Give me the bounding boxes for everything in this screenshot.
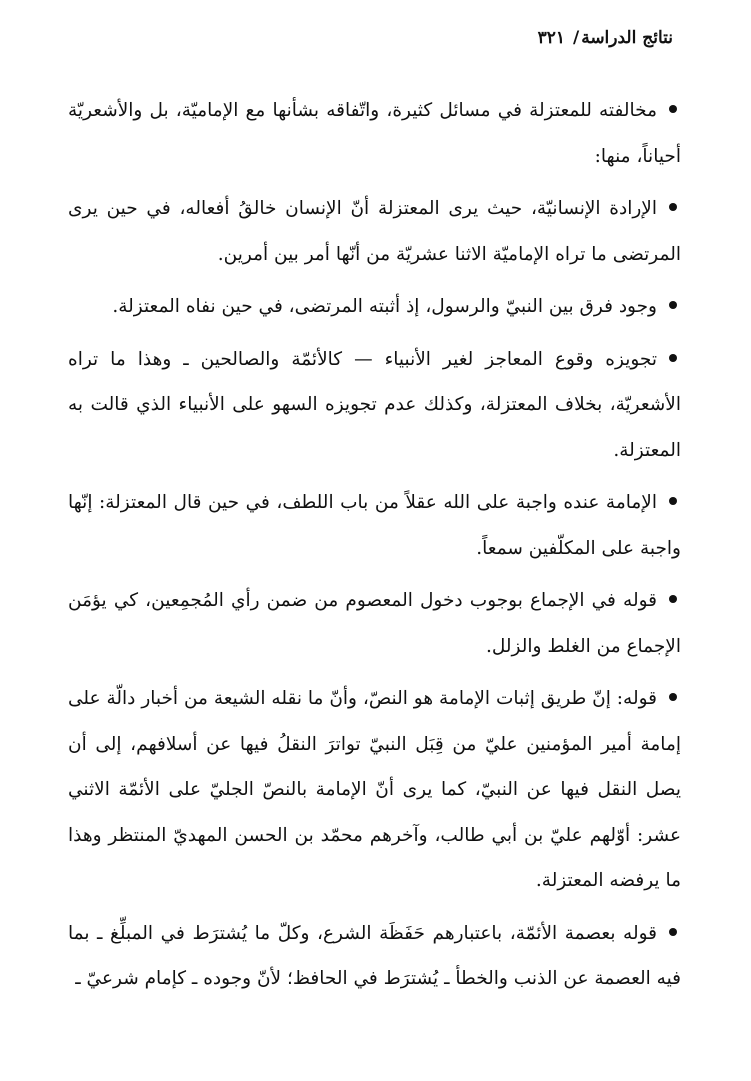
item-text: قوله: إنّ طريق إثبات الإمامة هو النصّ، وأنّ ما نقله الشيعة من أخبار دالّة على إمامة أمير المؤمنين عليّ من قِبَل النبيّ تواترَ النقلُ فيها عن أسلافهم، إلى أن يصل النقل فيها عن النبيّ، كما يرى أنّ الإمامة بالنصّ الجليّ على الأئمّة الاثني عشر: أوّلهم عليّ بن أبي طالب، وآخرهم محمّد بن الحسن المهديّ المنتظر وهذا ما يرفضه المعتزلة. [68,688,681,891]
item-text: مخالفته للمعتزلة في مسائل كثيرة، واتّفاقه بشأنها مع الإماميّة، بل والأشعريّة أحياناً، منها: [68,100,681,167]
bullet-icon [669,105,677,113]
bullet-icon [669,354,677,362]
item-text: وجود فرق بين النبيّ والرسول، إذ أثبته المرتضى، في حين نفاه المعتزلة. [112,296,657,317]
bullet-icon [669,928,677,936]
bullet-item [68,88,681,179]
bullet-item [68,676,681,904]
bullet-icon [669,301,677,309]
item-text: قوله في الإجماع بوجوب دخول المعصوم من ضمن رأي المُجمِعين، كي يؤمَن الإجماع من الغلط والزلل. [68,590,681,657]
bullet-item [68,337,681,474]
bullet-icon [669,595,677,603]
bullet-item [68,480,681,571]
item-text: الإمامة عنده واجبة على الله عقلاً من باب اللطف، في حين قال المعتزلة: إنّها واجبة على المكلّفين سمعاً. [68,492,681,559]
running-header [538,28,673,48]
header-title: نتائج الدراسة [581,28,673,48]
bullet-icon [669,497,677,505]
header-separator: / [572,28,580,48]
bullet-item [68,911,681,1002]
body-text [68,88,681,1009]
bullet-icon [669,693,677,701]
bullet-item [68,186,681,277]
bullet-icon [669,203,677,211]
item-text: الإرادة الإنسانيّة، حيث يرى المعتزلة أنّ الإنسان خالقُ أفعاله، في حين يرى المرتضى ما تراه الإماميّة الاثنا عشريّة من أنّها أمر بين أمرين. [68,198,681,265]
bullet-item [68,284,681,330]
item-text: تجويزه وقوع المعاجز لغير الأنبياء — كالأئمّة والصالحين ـ وهذا ما تراه الأشعريّة، بخلاف المعتزلة، وكذلك عدم تجويزه السهو على الأنبياء الذي قالت به المعتزلة. [68,348,681,461]
page-number: ٣٢١ [537,28,566,48]
item-text: قوله بعصمة الأئمّة، باعتبارهم حَفَظَة الشرع، وكلّ ما يُشترَط في المبلِّغ ـ بما فيه العصمة عن الذنب والخطأ ـ يُشترَط في الحافظ؛ لأنّ وجوده ـ كإمام شرعيّ ـ [68,922,681,989]
bullet-item [68,578,681,669]
